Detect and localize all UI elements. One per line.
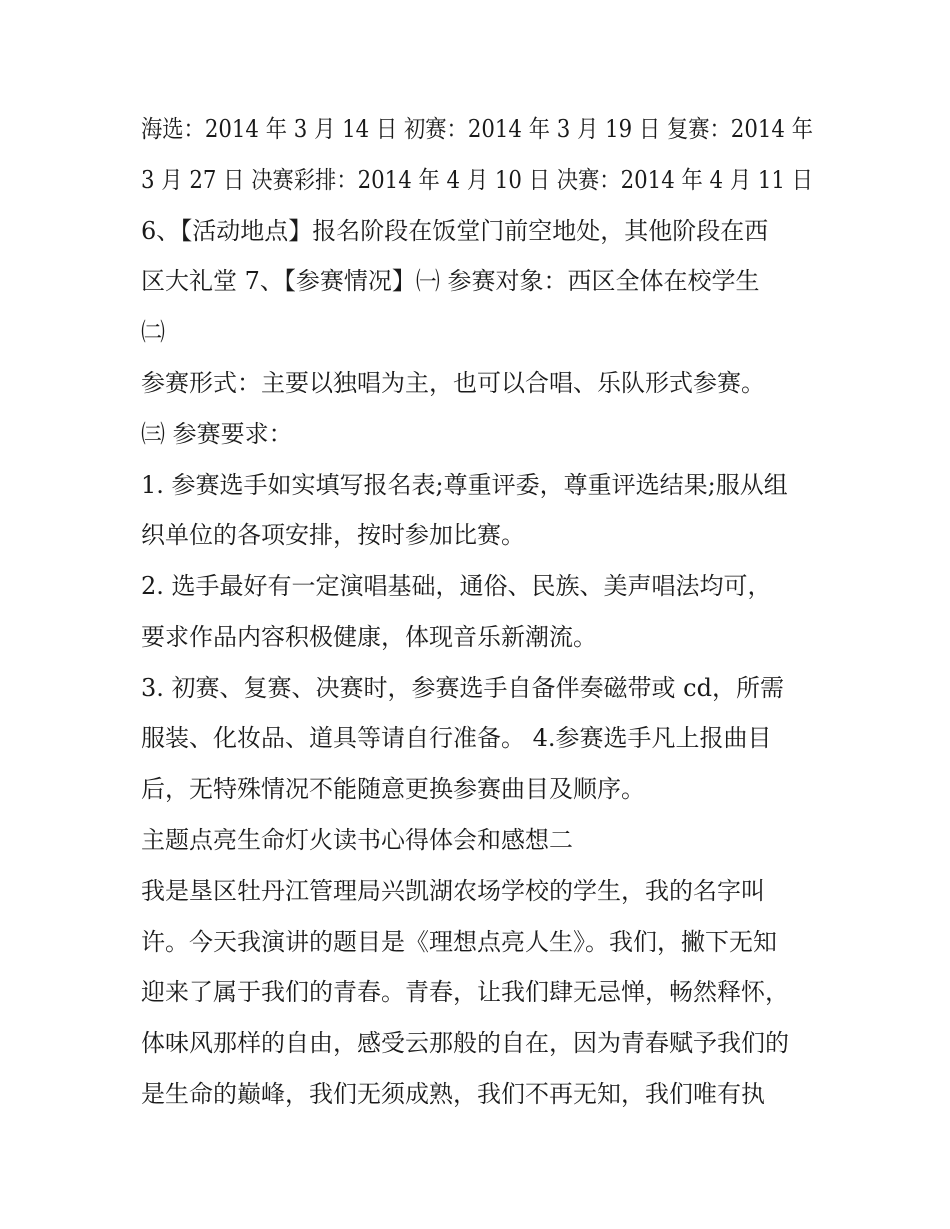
text-line: 我是垦区牡丹江管理局兴凯湖农场学校的学生，我的名字叫	[141, 877, 765, 905]
text-line: 1. 参赛选手如实填写报名表;尊重评委，尊重评选结果;服从组	[141, 471, 788, 499]
text-line: 织单位的各项安排，按时参加比赛。	[141, 521, 525, 549]
text-line: 许。今天我演讲的题目是《理想点亮人生》。我们，撇下无知	[141, 928, 777, 956]
section-heading: 主题点亮生命灯火读书心得体会和感想二	[141, 826, 573, 854]
text-line: 3 月 27 日 决赛彩排：2014 年 4 月 10 日 决赛：2014 年 4 月 11 日	[141, 166, 813, 194]
text-line: 后，无特殊情况不能随意更换参赛曲目及顺序。	[141, 775, 645, 803]
text-line: ㈡	[141, 318, 165, 346]
text-line: 2. 选手最好有一定演唱基础，通俗、民族、美声唱法均可，	[141, 572, 772, 600]
text-line: ㈢ 参赛要求：	[141, 420, 293, 448]
text-line: 6、【活动地点】报名阶段在饭堂门前空地处，其他阶段在西	[141, 217, 769, 245]
text-line: 要求作品内容积极健康，体现音乐新潮流。	[141, 623, 597, 651]
text-line: 迎来了属于我们的青春。青春，让我们肆无忌惮，畅然释怀，	[141, 978, 789, 1006]
text-line: 服装、化妆品、道具等请自行准备。 4.参赛选手凡上报曲目	[141, 724, 772, 752]
text-line: 区大礼堂 7、【参赛情况】㈠ 参赛对象：西区全体在校学生	[141, 267, 760, 295]
text-line: 体味风那样的自由，感受云那般的自在，因为青春赋予我们的	[141, 1029, 789, 1057]
text-line: 海选：2014 年 3 月 14 日 初赛：2014 年 3 月 19 日 复赛：2014 年	[141, 115, 813, 143]
text-line: 参赛形式：主要以独唱为主，也可以合唱、乐队形式参赛。	[141, 369, 765, 397]
text-line: 是生命的巅峰，我们无须成熟，我们不再无知，我们唯有执	[141, 1080, 765, 1108]
text-line: 3. 初赛、复赛、决赛时，参赛选手自备伴奏磁带或 cd，所需	[141, 674, 784, 702]
